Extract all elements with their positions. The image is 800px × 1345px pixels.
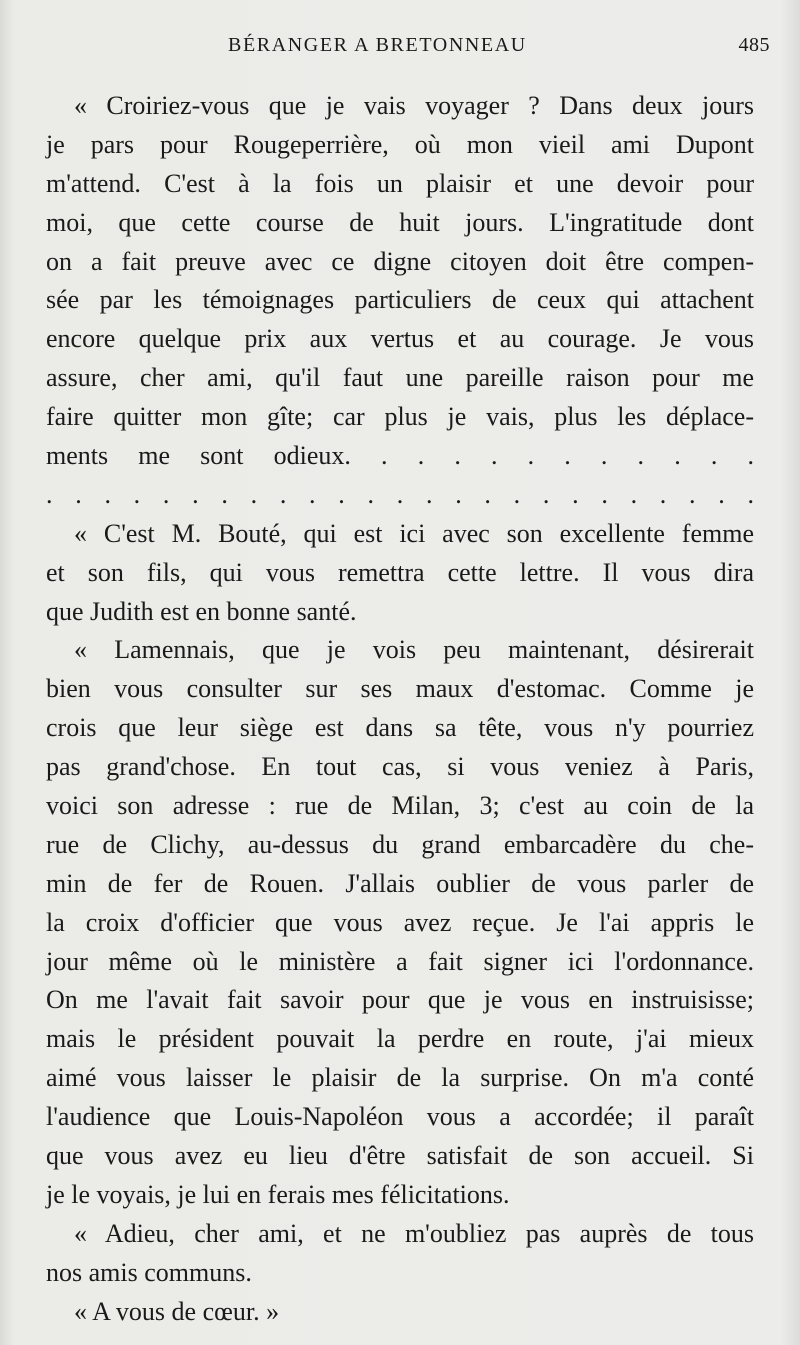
text-line: assure, cher ami, qu'il faut une pareille raison pour me [46,363,754,393]
text-line: que vous avez eu lieu d'être satisfait de son accueil. Si [46,1141,754,1171]
text-line: mais le président pouvait la perdre en route, j'ai mieux [46,1024,754,1054]
text-line: « Croiriez-vous que je vais voyager ? Dans deux jours [74,91,754,120]
text-line: min de fer de Rouen. J'allais oublier de vous parler de [46,868,754,898]
text-line: « Adieu, cher ami, et ne m'oubliez pas auprès de tous [74,1218,754,1248]
text-line: « Lamennais, que je vois peu maintenant, désirerait [74,635,754,665]
text-line: l'audience que Louis-Napoléon vous a accordée; il paraît [46,1102,754,1132]
text-line: sée par les témoignages particuliers de ceux qui attachent [46,285,754,315]
text-line: crois que leur siège est dans sa tête, vous n'y pourriez [46,713,754,743]
text-line: « C'est M. Bouté, qui est ici avec son excellente femme [74,518,754,548]
text-line: faire quitter mon gîte; car plus je vais, plus les déplace- [46,402,754,432]
text-line: je pars pour Rougeperrière, où mon vieil ami Dupont [46,129,754,159]
text-line: bien vous consulter sur ses maux d'estomac. Comme je [46,674,754,704]
ellipsis-line: . . . . . . . . . . . . . . . . . . . . . . . . . [46,479,754,509]
closing-line: « A vous de cœur. » [74,1296,280,1326]
text-line: voici son adresse : rue de Milan, 3; c'est au coin de la [46,791,754,821]
running-head: BÉRANGER A BRETONNEAU [228,34,527,56]
text-line: on a fait preuve avec ce digne citoyen doit être compen- [46,246,754,276]
text-line: pas grand'chose. En tout cas, si vous veniez à Paris, [46,752,754,782]
text-line: encore quelque prix aux vertus et au courage. Je vous [46,324,754,354]
text-line: On me l'avait fait savoir pour que je vous en instruisisse; [46,985,754,1015]
page-header [228,34,776,64]
text-line: et son fils, qui vous remettra cette lettre. Il vous dira [46,557,754,587]
text-line: m'attend. C'est à la fois un plaisir et une devoir pour [46,168,754,198]
text-line: aimé vous laisser le plaisir de la surprise. On m'a conté [46,1063,754,1093]
text-line: nos amis communs. [46,1257,252,1287]
text-line: je le voyais, je lui en ferais mes félicitations. [46,1179,510,1209]
letter-text [46,87,754,1332]
text-line: jour même où le ministère a fait signer ici l'ordonnance. [46,946,754,976]
text-line: moi, que cette course de huit jours. L'ingratitude dont [46,207,754,237]
page-number: 485 [738,34,770,56]
text-line: que Judith est en bonne santé. [46,596,357,626]
text-line: ments me sont odieux. . . . . . . . . . . . [46,441,754,471]
text-line: rue de Clichy, au-dessus du grand embarcadère du che- [46,829,754,859]
text-line: la croix d'officier que vous avez reçue. Je l'ai appris le [46,907,754,937]
